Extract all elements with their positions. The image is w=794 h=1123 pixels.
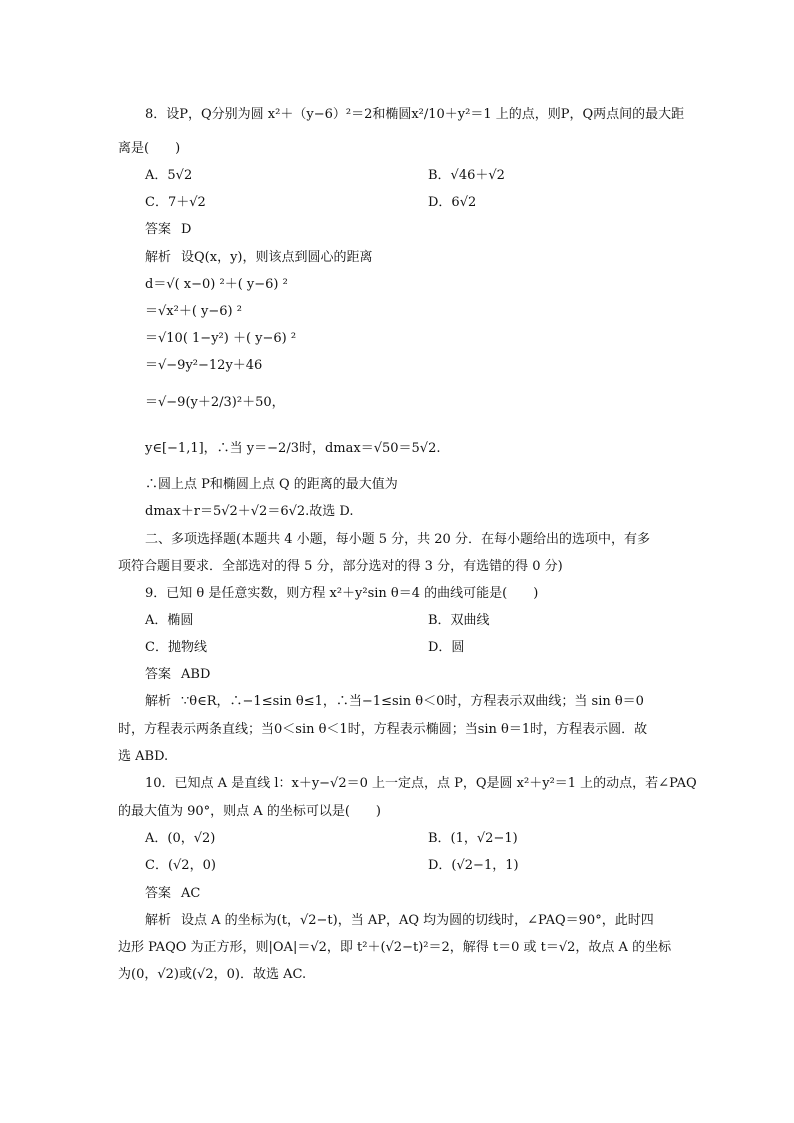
q10-analysis-line2: 边形 PAQO 为正方形，则|OA|＝√2，即 t²＋(√2−t)²＝2，解得 t＝0 或 t＝√2，故点 A 的坐标 — [118, 940, 672, 955]
q8-step: y∈[−1,1]，∴当 y＝−2/3时，dmax＝√50＝5√2. — [145, 441, 441, 456]
q8-option-d: D．6√2 — [428, 195, 477, 210]
analysis-label: 解析 — [145, 913, 172, 928]
q8-answer-line — [145, 221, 191, 239]
q10-stem-line2: 的最大值为 90°，则点 A 的坐标可以是( ) — [118, 804, 381, 819]
q10-stem-line1: 10．已知点 A 是直线 l：x＋y−√2＝0 上一定点，点 P，Q是圆 x²＋y²＝1 上的动点，若∠PAQ — [145, 776, 697, 791]
q9-answer-value: ABD — [181, 667, 211, 682]
q8-step: ＝√x²＋( y−6) ² — [145, 304, 242, 319]
q8-step: ＝√−9y²−12y＋46 — [145, 358, 263, 373]
q9-analysis-line3: 选 ABD. — [118, 749, 169, 764]
q8-option-c: C．7＋√2 — [145, 195, 206, 210]
q8-stem-line2: 离是( ) — [118, 141, 181, 156]
q9-answer-line — [145, 666, 210, 684]
q10-answer-line — [145, 885, 200, 903]
section2-line1: 二、多项选择题(本题共 4 小题，每小题 5 分，共 20 分．在每小题给出的选项中，有多 — [145, 532, 650, 547]
q8-answer-value: D — [181, 222, 192, 237]
q9-option-d: D．圆 — [428, 640, 465, 655]
q10-answer-value: AC — [181, 886, 201, 901]
answer-label: 答案 — [145, 222, 172, 237]
q8-analysis-intro: 设Q(x，y)，则该点到圆心的距离 — [181, 250, 373, 265]
answer-label: 答案 — [145, 667, 172, 682]
q8-stem-line1: 8．设P，Q分别为圆 x²＋（y−6）²＝2和椭圆x²/10＋y²＝1 上的点，则P，Q两点间的最大距 — [145, 107, 685, 122]
q9-analysis-text1: ∵θ∈R，∴−1≤sin θ≤1，∴当−1≤sin θ＜0时，方程表示双曲线；当 sin θ＝0 — [181, 694, 644, 709]
q8-step: ＝√10( 1−y²) ＋( y−6) ² — [145, 331, 297, 346]
q9-analysis-line1 — [145, 693, 644, 711]
q8-step: ＝√−9(y＋2/3)²＋50， — [145, 395, 285, 410]
q10-option-a: A．(0，√2) — [145, 831, 216, 846]
q8-step: dmax＋r＝5√2＋√2＝6√2.故选 D. — [145, 504, 354, 519]
q9-analysis-line2: 时，方程表示两条直线；当0＜sin θ＜1时，方程表示椭圆；当sin θ＝1时，方程表示圆．故 — [118, 722, 648, 737]
q9-option-a: A．椭圆 — [145, 613, 194, 628]
answer-label: 答案 — [145, 886, 172, 901]
q8-option-a: A．5√2 — [145, 168, 193, 183]
section2-line2: 项符合题目要求．全部选对的得 5 分，部分选对的得 3 分，有选错的得 0 分) — [118, 559, 563, 574]
q10-option-c: C．(√2，0) — [145, 858, 216, 873]
analysis-label: 解析 — [145, 250, 172, 265]
analysis-label: 解析 — [145, 694, 172, 709]
q10-analysis-line3: 为(0，√2)或(√2，0)．故选 AC. — [118, 967, 307, 982]
q10-analysis-text1: 设点 A 的坐标为(t，√2−t)，当 AP，AQ 均为圆的切线时，∠PAQ＝90°，此时四 — [181, 913, 654, 928]
q10-option-b: B．(1，√2−1) — [428, 831, 518, 846]
q8-analysis-intro-line — [145, 249, 373, 267]
q9-option-c: C．抛物线 — [145, 640, 207, 655]
q8-option-b: B．√46＋√2 — [428, 168, 505, 183]
q9-option-b: B．双曲线 — [428, 613, 490, 628]
q8-step: d＝√( x−0) ²＋( y−6) ² — [145, 277, 288, 292]
q10-analysis-line1 — [145, 912, 654, 930]
q8-step: ∴圆上点 P和椭圆上点 Q 的距离的最大值为 — [145, 477, 398, 492]
q10-option-d: D．(√2−1，1) — [428, 858, 519, 873]
q9-stem: 9．已知 θ 是任意实数，则方程 x²＋y²sin θ＝4 的曲线可能是( ) — [145, 586, 539, 601]
